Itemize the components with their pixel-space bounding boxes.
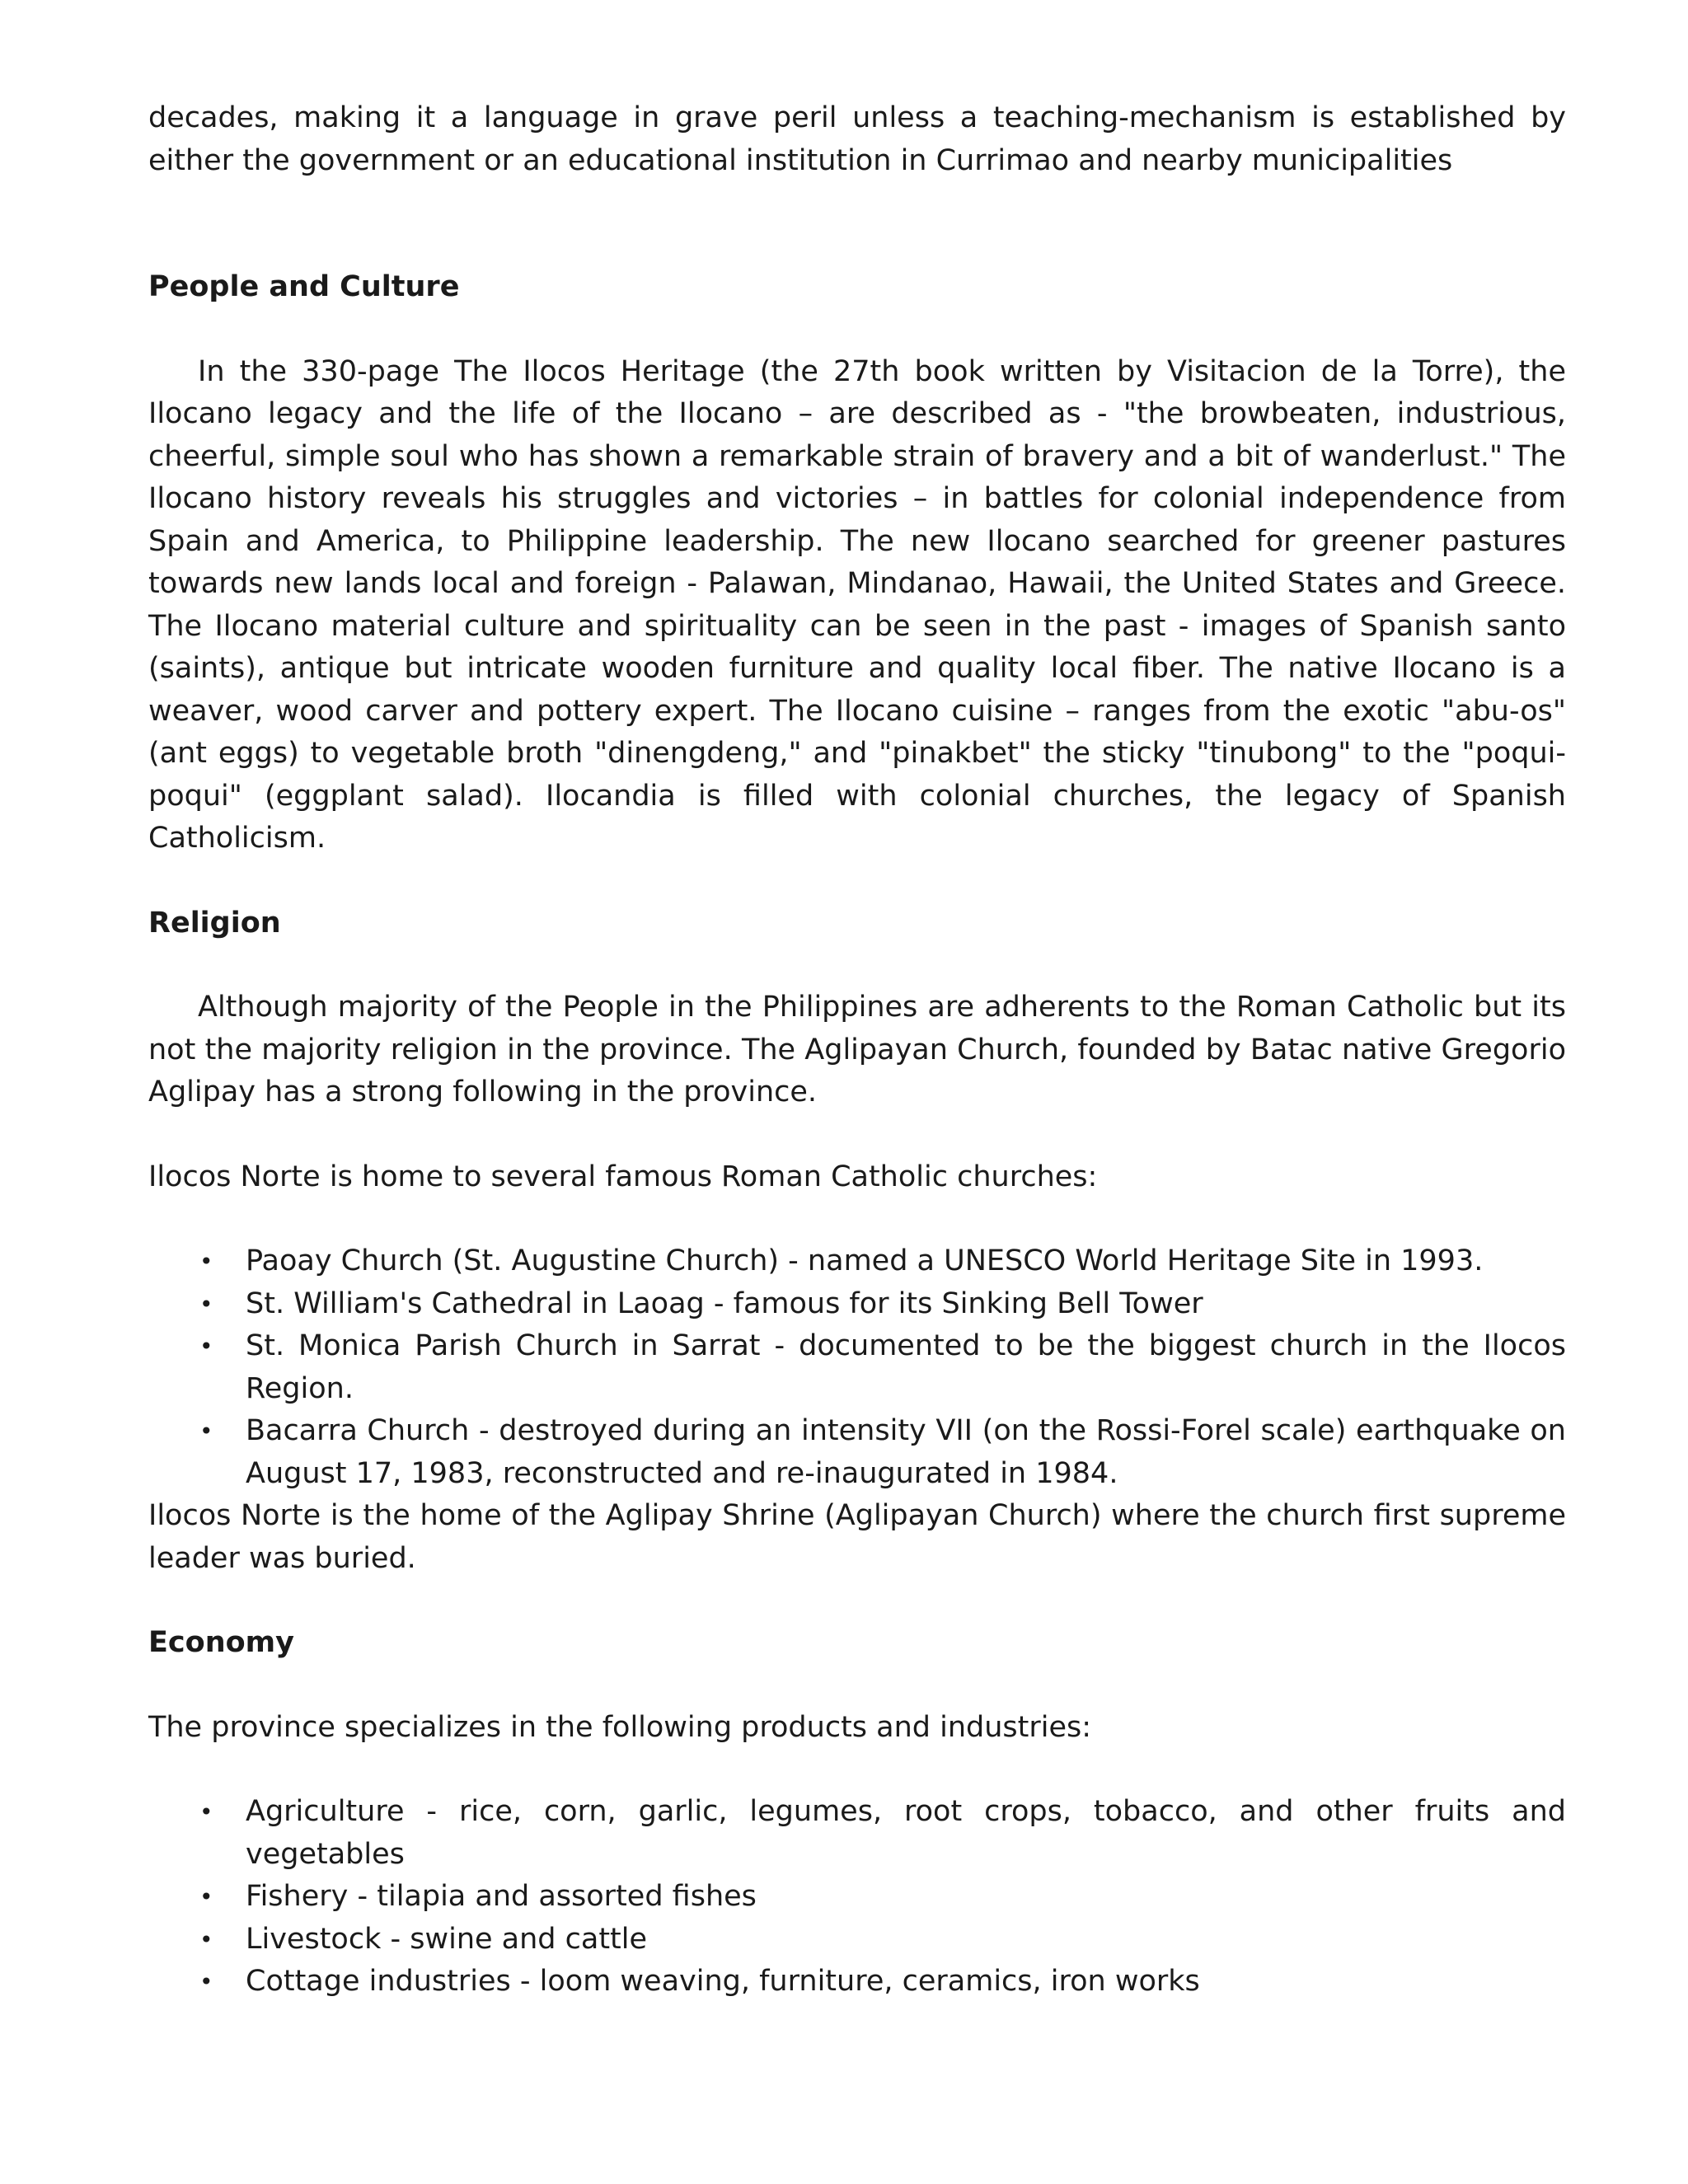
list-item-text: Cottage industries - loom weaving, furniture, ceramics, iron works — [246, 1965, 1200, 1998]
list-item — [148, 1410, 1566, 1495]
churches-intro: Ilocos Norte is home to several famous Roman Catholic churches: — [148, 1160, 1098, 1193]
document-page — [148, 97, 1566, 2004]
list-item — [148, 1240, 1566, 1283]
spacer — [148, 1749, 1566, 1791]
list-item — [148, 1791, 1566, 1876]
list-item-text: Paoay Church (St. Augustine Church) - named a UNESCO World Heritage Site in 1993. — [246, 1244, 1484, 1277]
churches-list — [148, 1240, 1566, 1495]
bullet-icon: • — [199, 1925, 213, 1953]
religion-paragraph: Although majority of the People in the Philippines are adherents to the Roman Catholic but its not the majority religion in the province. The Aglipayan Church, founded by Batac native Gregorio Aglipay has a strong following in the province. — [148, 991, 1566, 1108]
list-item — [148, 1283, 1566, 1326]
spacer — [148, 1665, 1566, 1707]
religion-heading: Religion — [148, 906, 281, 940]
list-item-text: Bacarra Church - destroyed during an intensity VII (on the Rossi-Forel scale) earthquake on August 17, 1983, reconstructed and re-inaugurated in 1984. — [246, 1414, 1566, 1490]
spacer — [148, 309, 1566, 351]
list-item — [148, 1325, 1566, 1410]
economy-list — [148, 1791, 1566, 2004]
people-culture-paragraph: In the 330-page The Ilocos Heritage (the 27th book written by Visitacion de la Torre), the Ilocano legacy and the life of the Ilocano – are described as - "the browbeaten, industrious, cheerful, simple soul who has shown a remarkable strain of bravery and a bit of wanderlust." The Ilocano history reveals his struggles and victories – in battles for colonial independence from Spain and America, to Philippine leadership. The new Ilocano searched for greener pastures towards new lands local and foreign - Palawan, Mindanao, Hawaii, the United States and Greece. The Ilocano material culture and spirituality can be seen in the past - images of Spanish santo (saints), antique but intricate wooden furniture and quality local fiber. The native Ilocano is a weaver, wood carver and pottery expert. The Ilocano cuisine – ranges from the exotic "abu-os" (ant eggs) to vegetable broth "dinengdeng," and "pinakbet" the sticky "tinubong" to the "poqui-poqui" (eggplant salad). Ilocandia is filled with colonial churches, the legacy of Spanish Catholicism. — [148, 354, 1566, 855]
intro-paragraph: decades, making it a language in grave peril unless a teaching-mechanism is established by either the government or an educational institution in Currimao and nearby municipalities — [148, 101, 1566, 177]
economy-intro: The province specializes in the following products and industries: — [148, 1710, 1092, 1744]
spacer — [148, 944, 1566, 987]
list-item — [148, 1961, 1566, 2004]
economy-heading: Economy — [148, 1626, 294, 1659]
spacer — [148, 1114, 1566, 1156]
list-item-text: Livestock - swine and cattle — [246, 1922, 648, 1956]
list-item — [148, 1876, 1566, 1919]
spacer — [148, 1580, 1566, 1622]
bullet-icon: • — [199, 1333, 213, 1360]
list-item-text: St. William's Cathedral in Laoag - famous for its Sinking Bell Tower — [246, 1286, 1203, 1320]
spacer — [148, 182, 1566, 266]
list-item-text: Agriculture - rice, corn, garlic, legumes, root crops, tobacco, and other fruits and vegetables — [246, 1795, 1566, 1871]
spacer — [148, 860, 1566, 902]
bullet-icon: • — [199, 1248, 213, 1275]
list-item-text: St. Monica Parish Church in Sarrat - documented to be the biggest church in the Ilocos Region. — [246, 1329, 1566, 1405]
spacer — [148, 1198, 1566, 1240]
bullet-icon: • — [199, 1968, 213, 1995]
bullet-icon: • — [199, 1418, 213, 1445]
religion-closing: Ilocos Norte is the home of the Aglipay Shrine (Aglipayan Church) where the church first supreme leader was buried. — [148, 1499, 1566, 1575]
list-item — [148, 1919, 1566, 1961]
people-culture-heading: People and Culture — [148, 270, 460, 303]
bullet-icon: • — [199, 1290, 213, 1318]
bullet-icon: • — [199, 1883, 213, 1910]
bullet-icon: • — [199, 1798, 213, 1825]
list-item-text: Fishery - tilapia and assorted fishes — [246, 1880, 757, 1913]
